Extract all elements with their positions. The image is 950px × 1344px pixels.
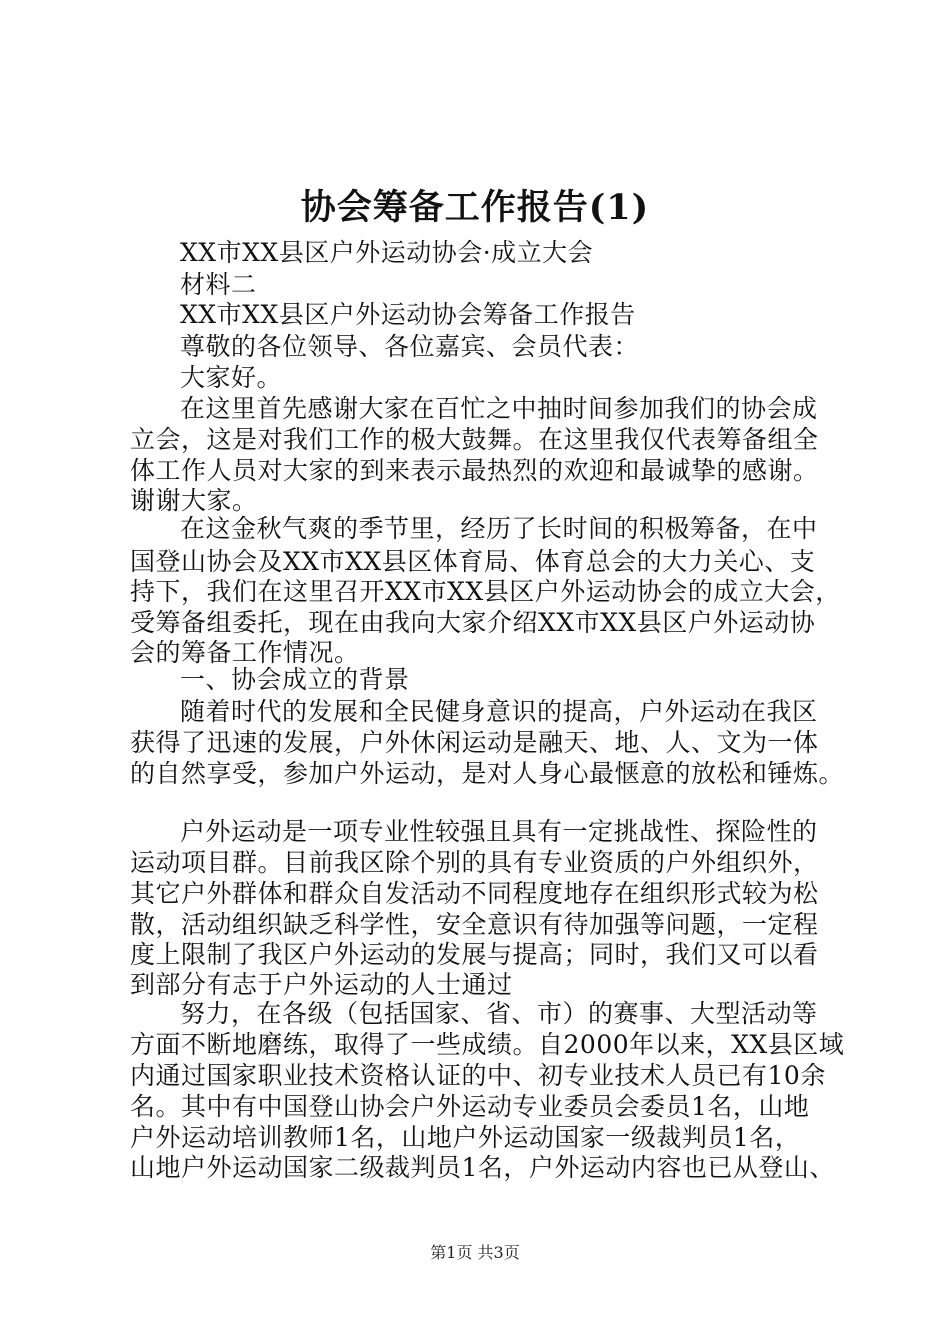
text-line: 户外运动培训教师1名，山地户外运动国家一级裁判员1名，: [130, 1123, 801, 1152]
text-line: 运动项目群。目前我区除个别的具有专业资质的户外组织外，: [130, 848, 819, 877]
text-line: 在这里首先感谢大家在百忙之中抽时间参加我们的协会成: [180, 394, 818, 423]
document-title: 协会筹备工作报告(1): [300, 187, 650, 228]
text-line: 其它户外群体和群众自发活动不同程度地存在组织形式较为松: [130, 879, 819, 908]
text-line: 立会，这是对我们工作的极大鼓舞。在这里我仅代表筹备组全: [130, 425, 819, 454]
text-line: 在这金秋气爽的季节里，经历了长时间的积极筹备，在中: [180, 514, 818, 543]
page-number-footer: 第1页 共3页: [430, 1243, 520, 1262]
text-line: 大家好。: [180, 363, 283, 392]
text-line: 度上限制了我区户外运动的发展与提高；同时，我们又可以看: [130, 940, 819, 969]
text-line: 随着时代的发展和全民健身意识的提高，户外运动在我区: [180, 697, 818, 726]
section-heading: 一、协会成立的背景: [180, 665, 410, 694]
text-line: XX市XX县区户外运动协会·成立大会: [180, 238, 594, 267]
text-line: 材料二: [180, 270, 257, 299]
text-line: 努力，在各级（包括国家、省、市）的赛事、大型活动等: [180, 999, 818, 1028]
text-line: 散，活动组织缺乏科学性，安全意识有待加强等问题，一定程: [130, 910, 819, 939]
text-line: XX市XX县区户外运动协会筹备工作报告: [180, 300, 636, 329]
text-line: 国登山协会及XX市XX县区体育局、体育总会的大力关心、支: [130, 547, 816, 576]
text-line: 到部分有志于户外运动的人士通过: [130, 970, 513, 999]
text-line: 谢谢大家。: [130, 486, 258, 515]
text-line: 会的筹备工作情况。: [130, 638, 360, 667]
text-line: 户外运动是一项专业性较强且具有一定挑战性、探险性的: [180, 817, 818, 846]
text-line: 名。其中有中国登山协会户外运动专业委员会委员1名，山地: [130, 1092, 810, 1121]
text-line: 体工作人员对大家的到来表示最热烈的欢迎和最诚挚的感谢。: [130, 456, 819, 485]
text-line: 山地户外运动国家二级裁判员1名，户外运动内容也已从登山、: [130, 1153, 835, 1182]
text-line: 的自然享受，参加户外运动，是对人身心最惬意的放松和锤炼。: [130, 759, 845, 788]
text-line: 受筹备组委托，现在由我向大家介绍XX市XX县区户外运动协: [130, 608, 816, 637]
text-line: 内通过国家职业技术资格认证的中、初专业技术人员已有10余: [130, 1061, 826, 1090]
text-line: 方面不断地磨练，取得了一些成绩。自2000年以来，XX县区域: [130, 1030, 845, 1059]
text-line: 尊敬的各位领导、各位嘉宾、会员代表：: [180, 332, 640, 361]
text-line: 持下，我们在这里召开XX市XX县区户外运动协会的成立大会，: [130, 577, 841, 606]
text-line: 获得了迅速的发展，户外休闲运动是融天、地、人、文为一体: [130, 728, 819, 757]
